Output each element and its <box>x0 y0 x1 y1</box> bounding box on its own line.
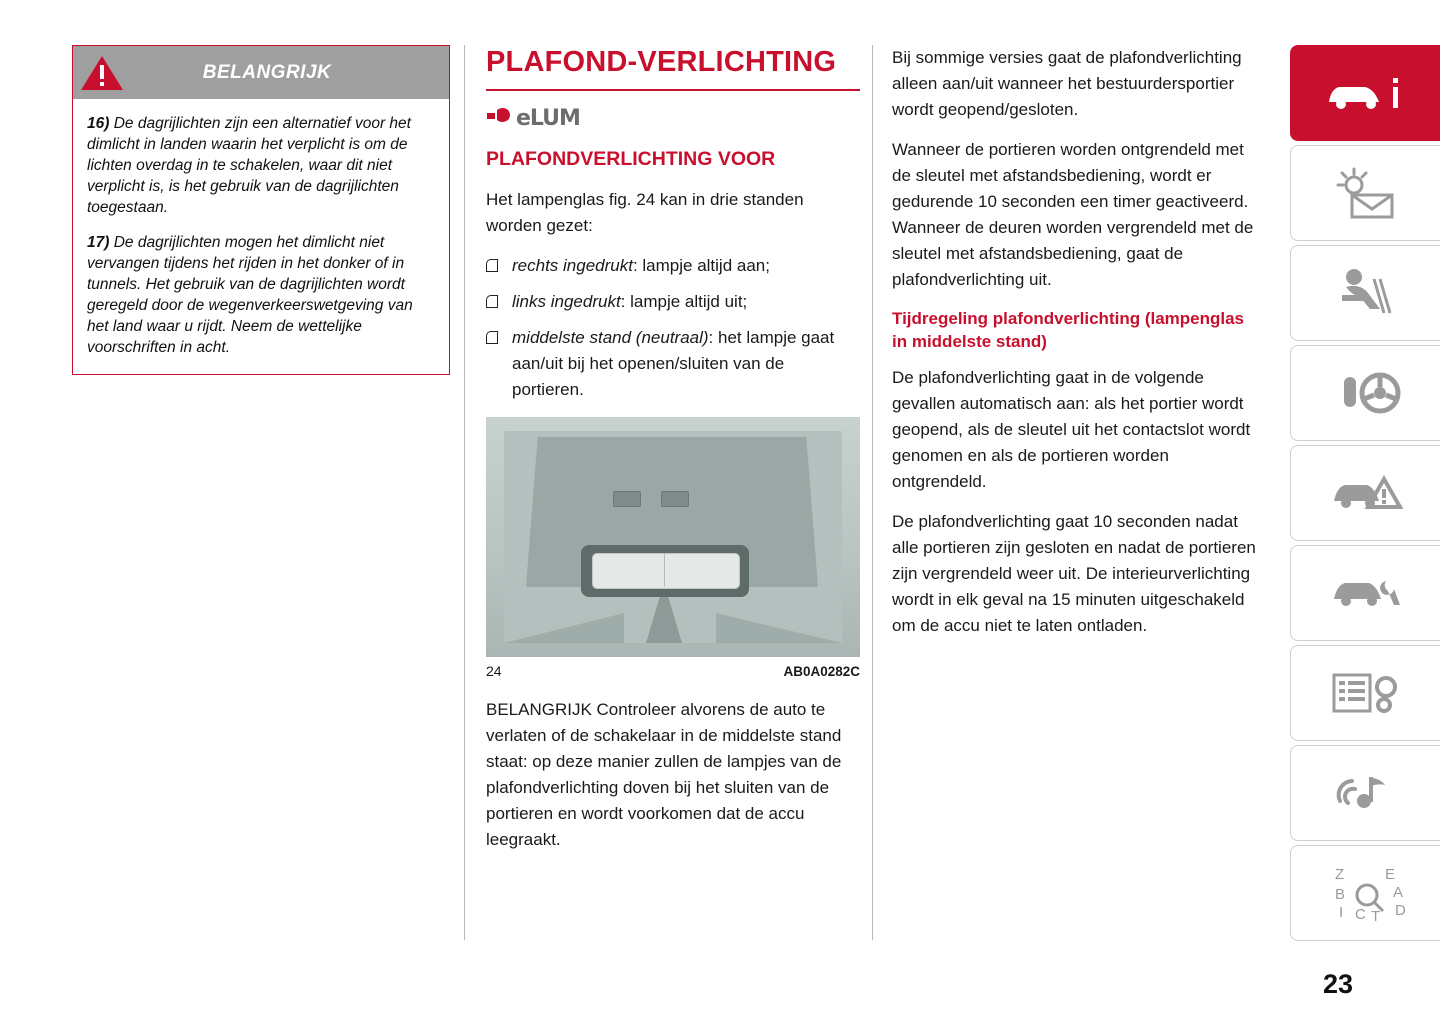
light-envelope-icon <box>1328 165 1404 221</box>
list-item <box>486 289 860 315</box>
tab-driving[interactable] <box>1290 345 1440 441</box>
seatbelt-passenger-icon <box>1328 265 1404 321</box>
note-text-17: De dagrijlichten mogen het dimlicht niet vervangen tijdens het rijden in het donker of in tunnels. Het gebruik van de dagrijlichten wordt geregeld door de wegenverkeerswetgeving van het land waar u rijdt. Neem de wettelijke voorschriften in acht. <box>87 234 413 356</box>
column-right <box>892 45 1262 653</box>
figure-caption-row <box>486 663 860 679</box>
important-callout-header <box>73 46 449 99</box>
important-callout-title: BELANGRIJK <box>202 61 332 83</box>
list-item <box>486 325 860 403</box>
svg-text:Z: Z <box>1334 866 1344 883</box>
svg-text:T: T <box>1370 908 1380 923</box>
note-text-16: De dagrijlichten zijn een alternatief voor het dimlicht in landen waarin het verplicht is om de lichten overdag in te schakelen, waar dit niet verplicht is, is het gebruik van de dagrijlichten toegestaan. <box>87 115 411 216</box>
bullet-rest: : lampje altijd aan; <box>632 256 770 275</box>
column-middle <box>486 45 860 867</box>
car-wrench-icon <box>1326 565 1406 621</box>
svg-text:E: E <box>1384 866 1395 883</box>
closing-paragraph: BELANGRIJK Controleer alvorens de auto te verlaten of de schakelaar in de middelste stand staat: op deze manier zullen de lampjes van de plafondverlichting doven bij het sluiten van de portieren en wordt voorkomen dat de accu leegraakt. <box>486 700 842 849</box>
plafondverlichting-figure <box>486 417 860 657</box>
tab-technical-data[interactable] <box>1290 645 1440 741</box>
tab-dashboard-info[interactable] <box>1290 45 1440 141</box>
right-paragraph-4: De plafondverlichting gaat 10 seconden nadat alle portieren zijn gesloten en nadat de portieren zijn vergrendeld weer uit. De interieurverlichting wordt in elk geval na 15 minuten uitgeschakeld om de accu niet te laten ontladen. <box>892 512 1256 635</box>
svg-text:B: B <box>1334 886 1345 903</box>
right-paragraph-2: Wanneer de portieren worden ontgrendeld met de sleutel met afstandsbediening, wordt er gedurende 10 seconden een timer geactiveerd. Wanneer de deuren worden vergrendeld met de sleutel met afstandsbediening, gaat de plafondverlichting uit. <box>892 140 1254 289</box>
right-subtitle: Tijdregeling plafondverlichting (lampenglas in middelste stand) <box>892 309 1245 351</box>
tab-maintenance[interactable] <box>1290 545 1440 641</box>
tab-multimedia[interactable] <box>1290 745 1440 841</box>
figure-lamp-lens <box>592 553 740 589</box>
note-marker-16: 16) <box>87 115 110 132</box>
specifications-gear-icon <box>1326 665 1406 721</box>
tab-emergency[interactable] <box>1290 445 1440 541</box>
column-divider-2 <box>872 45 873 940</box>
audio-music-icon <box>1326 765 1406 821</box>
title-rule <box>486 89 860 91</box>
steering-wheel-icon <box>1328 365 1404 421</box>
figure-sensor-right <box>661 491 689 507</box>
important-note-16 <box>87 113 435 218</box>
hand-pointer-icon <box>486 105 512 132</box>
bullet-emphasis: rechts ingedrukt <box>512 256 633 275</box>
elum-label: eLUM <box>516 105 580 131</box>
figure-sensor-left <box>613 491 641 507</box>
svg-text:I: I <box>1338 904 1343 921</box>
important-callout-body <box>73 99 449 374</box>
lamp-positions-list <box>486 253 860 403</box>
figure-code: AB0A0282C <box>783 664 860 679</box>
column-left <box>72 45 452 375</box>
svg-text:A: A <box>1392 884 1403 901</box>
warning-triangle-icon <box>79 53 125 93</box>
tab-lights-and-signals[interactable] <box>1290 145 1440 241</box>
list-item <box>486 253 860 279</box>
intro-paragraph: Het lampenglas fig. 24 kan in drie standen worden gezet: <box>486 190 804 235</box>
square-bullet-icon <box>486 295 498 308</box>
bullet-rest: : het lampje gaat aan/uit bij het openen/sluiten van de portieren. <box>512 328 835 399</box>
tab-index[interactable] <box>1290 845 1440 941</box>
figure-number: 24 <box>486 663 502 679</box>
bullet-rest: : lampje altijd uit; <box>620 292 748 311</box>
alphabetical-index-icon <box>1323 863 1409 923</box>
page-number: 23 <box>1322 969 1353 999</box>
chapter-title: PLAFOND-VERLICHTING <box>486 46 837 78</box>
svg-text:C: C <box>1354 906 1366 923</box>
section-tab-bar <box>1290 45 1445 945</box>
note-marker-17: 17) <box>87 234 110 251</box>
figure-lens-divider <box>664 553 665 587</box>
square-bullet-icon <box>486 331 498 344</box>
right-paragraph-1: Bij sommige versies gaat de plafondverlichting alleen aan/uit wanneer het bestuurdersportier wordt geopend/gesloten. <box>892 48 1242 119</box>
important-note-17 <box>87 232 435 358</box>
right-paragraph-3: De plafondverlichting gaat in de volgende gevallen automatisch aan: als het portier wordt geopend, als de sleutel uit het contactslot wordt genomen en als de portieren worden ontgrendeld. <box>892 368 1251 491</box>
important-callout-box <box>72 45 450 375</box>
column-divider-1 <box>464 45 465 940</box>
section-title: PLAFONDVERLICHTING VOOR <box>486 148 776 170</box>
svg-text:D: D <box>1394 902 1406 919</box>
tab-safety[interactable] <box>1290 245 1440 341</box>
bullet-emphasis: links ingedrukt <box>512 292 621 311</box>
elum-reference <box>486 105 860 131</box>
hazard-car-icon <box>1326 465 1406 521</box>
square-bullet-icon <box>486 259 498 272</box>
bullet-emphasis: middelste stand (neutraal) <box>512 328 709 347</box>
car-info-icon <box>1323 70 1409 116</box>
